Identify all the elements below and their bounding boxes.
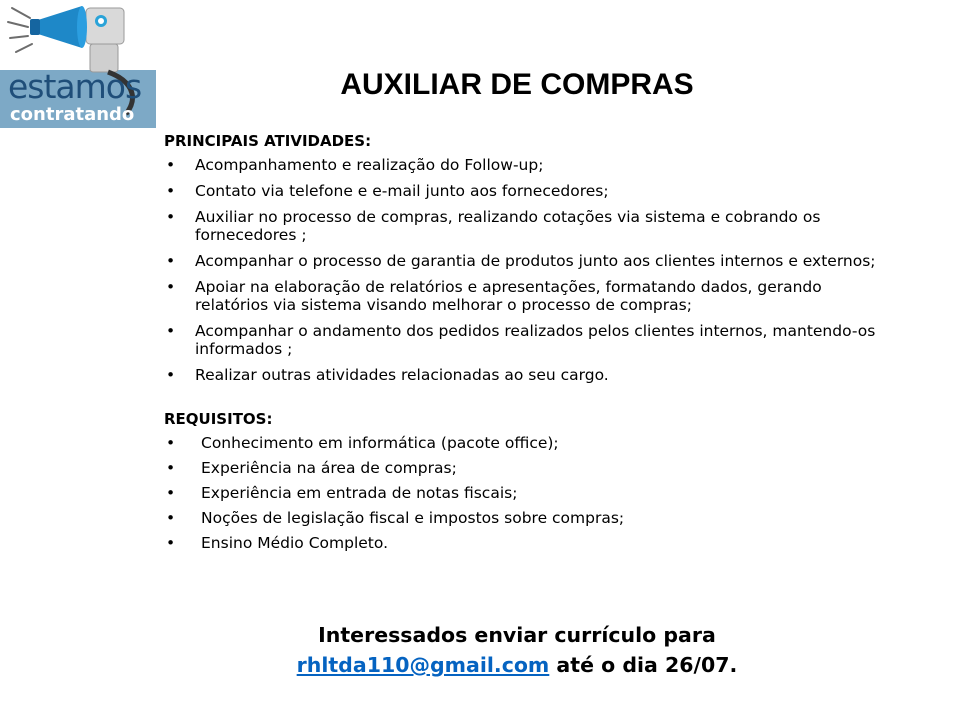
list-item [164,484,884,502]
list-item [164,322,884,358]
list-item-text: Realizar outras atividades relacionadas ao seu cargo. [195,366,609,384]
bullet-icon: • [166,459,176,477]
list-item [164,208,884,244]
list-item [164,182,884,200]
bullet-icon: • [166,182,176,200]
footer-line: Interessados enviar currículo para [318,623,716,647]
activities-heading: PRINCIPAIS ATIVIDADES: [164,132,372,150]
footer-email-line [0,650,960,680]
list-item-text: Ensino Médio Completo. [201,534,388,552]
bullet-icon: • [166,322,176,340]
list-item-text: Acompanhar o processo de garantia de produtos junto aos clientes internos e externos; [195,252,876,270]
bullet-icon: • [166,509,176,527]
application-instructions [0,620,960,680]
bullet-icon: • [166,434,176,452]
requirements-list [164,434,884,552]
list-item-text: Contato via telefone e e-mail junto aos fornecedores; [195,182,609,200]
activities-list [164,156,884,384]
bullet-icon: • [166,156,176,174]
list-item-text: Conhecimento em informática (pacote office); [201,434,559,452]
bullet-icon: • [166,208,176,226]
bullet-icon: • [166,534,176,552]
list-item [164,534,884,552]
bullet-icon: • [166,484,176,502]
logo-text-contratando: contratando [10,104,135,125]
list-item [164,278,884,314]
job-description [164,132,884,559]
list-item-text: Acompanhar o andamento dos pedidos realizados pelos clientes internos, mantendo-os informados ; [195,322,876,358]
deadline-text: até o dia 26/07. [549,653,738,677]
list-item-text: Experiência em entrada de notas fiscais; [201,484,518,502]
email-link[interactable]: rhltda110@gmail.com [296,653,550,677]
bullet-icon: • [166,278,176,296]
bullet-icon: • [166,366,176,384]
list-item [164,366,884,384]
list-item-text: Apoiar na elaboração de relatórios e apresentações, formatando dados, gerando relatórios via sistema visando melhorar o processo de compras; [195,278,822,314]
list-item [164,434,884,452]
list-item-text: Noções de legislação fiscal e impostos sobre compras; [201,509,625,527]
list-item [164,509,884,527]
bullet-icon: • [166,252,176,270]
requirements-heading: REQUISITOS: [164,410,273,428]
list-item-text: Acompanhamento e realização do Follow-up; [195,156,544,174]
logo-text-estamos: estamos [8,67,142,106]
list-item-text: Auxiliar no processo de compras, realizando cotações via sistema e cobrando os fornecedores ; [195,208,821,244]
page-title: AUXILIAR DE COMPRAS [340,68,694,101]
list-item [164,252,884,270]
list-item [164,156,884,174]
list-item-text: Experiência na área de compras; [201,459,457,477]
list-item [164,459,884,477]
